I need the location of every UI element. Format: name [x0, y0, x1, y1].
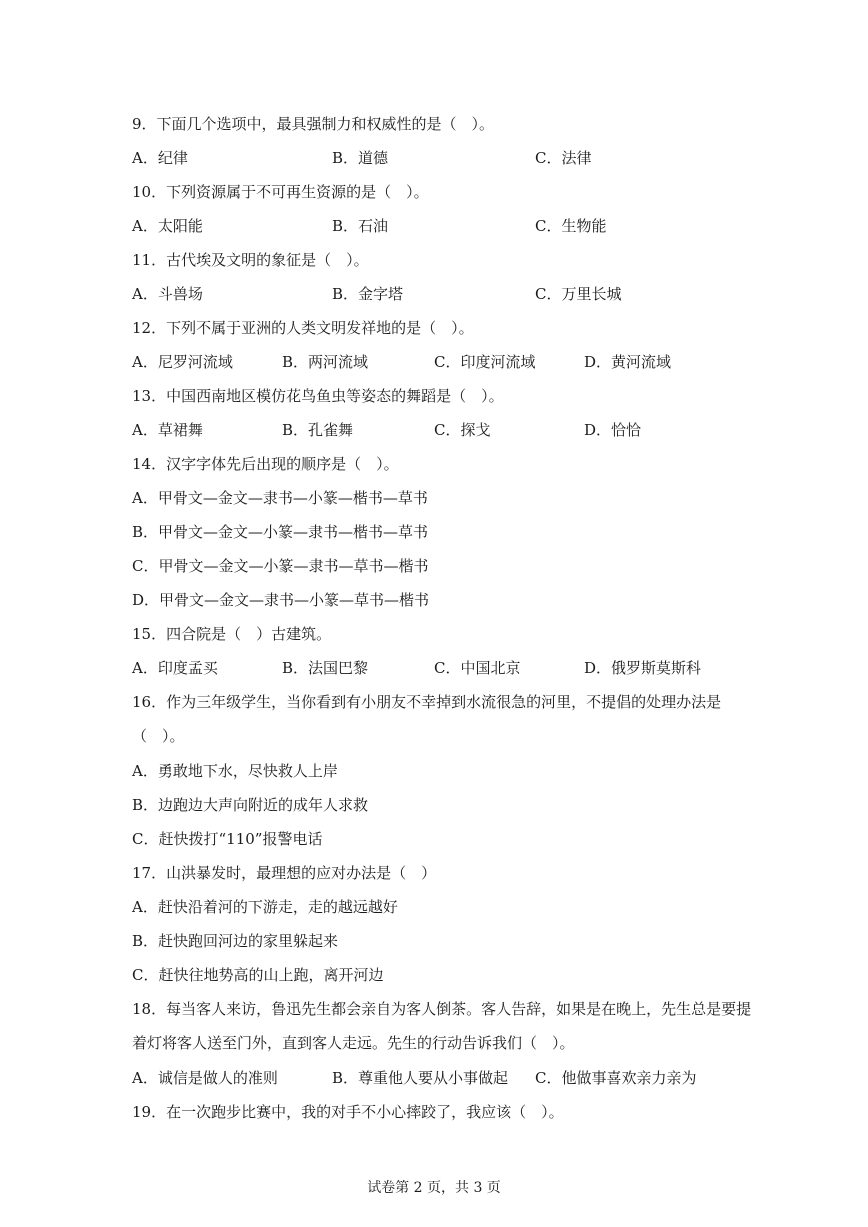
option-c: C．赶快拨打“110”报警电话	[132, 830, 323, 848]
option-a: A．尼罗河流域	[132, 353, 233, 371]
option-a: A．诚信是做人的准则	[132, 1069, 278, 1087]
option-b: B．法国巴黎	[282, 659, 369, 677]
option-d: D．黄河流域	[584, 353, 672, 371]
question-16-stem: 16．作为三年级学生，当你看到有小朋友不幸掉到水流很急的河里，不提倡的处理办法是（ ）。	[132, 693, 722, 745]
option-b: B．金字塔	[332, 285, 404, 303]
option-c: C．印度河流域	[434, 353, 536, 371]
option-b: B．孔雀舞	[282, 421, 354, 439]
question-18-stem: 18．每当客人来访，鲁迅先生都会亲自为客人倒茶。客人告辞，如果是在晚上，先生总是要提着灯将客人送至门外，直到客人走远。先生的行动告诉我们（ ）。	[132, 1000, 752, 1052]
option-c: C．万里长城	[535, 285, 622, 303]
option-d: D．甲骨文—金文—隶书—小篆—草书—楷书	[132, 591, 430, 609]
option-c: C．甲骨文—金文—小篆—隶书—草书—楷书	[132, 557, 429, 575]
option-b: B．道德	[332, 149, 389, 167]
option-b: B．尊重他人要从小事做起	[332, 1069, 509, 1087]
option-a: A．勇敢地下水，尽快救人上岸	[132, 762, 338, 780]
question-12-stem: 12．下列不属于亚洲的人类文明发祥地的是（ ）。	[132, 319, 474, 337]
option-d: D．俄罗斯莫斯科	[584, 659, 702, 677]
option-a: A．印度孟买	[132, 659, 218, 677]
option-a: A．太阳能	[132, 217, 203, 235]
question-13-stem: 13．中国西南地区模仿花鸟鱼虫等姿态的舞蹈是（ ）。	[132, 387, 504, 405]
question-11-stem: 11．古代埃及文明的象征是（ ）。	[132, 251, 369, 269]
option-c: C．法律	[535, 149, 592, 167]
option-b: B．边跑边大声向附近的成年人求救	[132, 796, 369, 814]
option-b: B．甲骨文—金文—小篆—隶书—楷书—草书	[132, 523, 429, 541]
option-d: D．恰恰	[584, 421, 642, 439]
option-a: A．纪律	[132, 149, 188, 167]
option-a: A．甲骨文—金文—隶书—小篆—楷书—草书	[132, 489, 428, 507]
option-c: C．赶快往地势高的山上跑，离开河边	[132, 966, 384, 984]
option-c: C．探戈	[434, 421, 491, 439]
option-c: C．中国北京	[434, 659, 521, 677]
question-17-stem: 17．山洪暴发时，最理想的应对办法是（ ）	[132, 864, 437, 882]
question-15-stem: 15．四合院是（ ）古建筑。	[132, 625, 332, 643]
option-b: B．石油	[332, 217, 389, 235]
question-10-stem: 10．下列资源属于不可再生资源的是（ ）。	[132, 183, 429, 201]
question-19-stem: 19．在一次跑步比赛中，我的对手不小心摔跤了，我应该（ ）。	[132, 1103, 564, 1121]
option-b: B．赶快跑回河边的家里躲起来	[132, 932, 339, 950]
question-14-stem: 14．汉字字体先后出现的顺序是（ ）。	[132, 455, 399, 473]
option-a: A．斗兽场	[132, 285, 203, 303]
question-9-stem: 9．下面几个选项中，最具强制力和权威性的是（ ）。	[132, 115, 495, 133]
page-footer: 试卷第 2 页，共 3 页	[367, 1180, 501, 1196]
option-c: C．他做事喜欢亲力亲为	[535, 1069, 697, 1087]
option-b: B．两河流域	[282, 353, 369, 371]
option-a: A．赶快沿着河的下游走，走的越远越好	[132, 898, 398, 916]
option-a: A．草裙舞	[132, 421, 203, 439]
option-c: C．生物能	[535, 217, 607, 235]
